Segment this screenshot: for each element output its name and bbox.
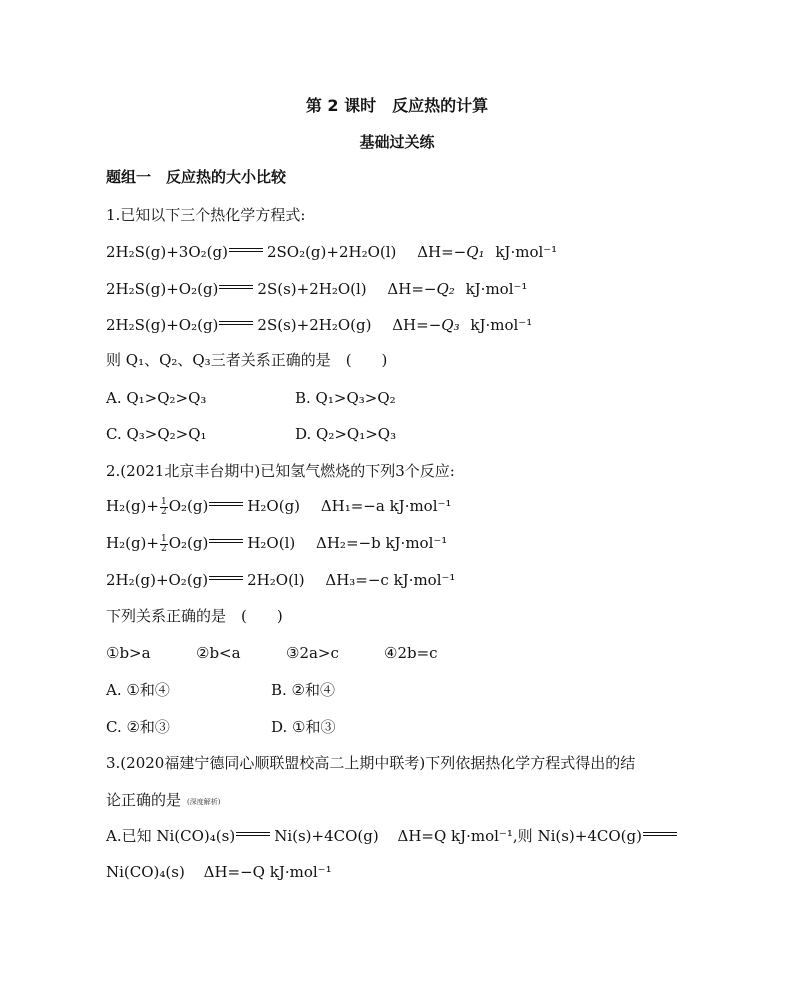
q2-statement-1: ①b>a bbox=[106, 644, 151, 662]
q1-eq1-unit: kJ·mol⁻¹ bbox=[495, 243, 558, 261]
q3-a-then: 则 Ni(s)+4CO(g) bbox=[517, 827, 642, 845]
equals-sign bbox=[209, 576, 243, 580]
q2-eq3-dh: ΔH₃=−c kJ·mol⁻¹ bbox=[325, 571, 456, 589]
q3-stem-line-1: 3.(2020福建宁德同心顺联盟校高二上期中联考)下列依据热化学方程式得出的结 bbox=[106, 754, 636, 772]
q2-eq2-dh: ΔH₂=−b kJ·mol⁻¹ bbox=[316, 534, 448, 552]
q2-option-c[interactable]: C. ②和③ bbox=[106, 718, 170, 736]
q1-eq2-q: Q₂ bbox=[436, 280, 455, 298]
q1-equation-3 bbox=[106, 315, 532, 335]
q2-stem: 2.(2021北京丰台期中)已知氢气燃烧的下列3个反应: bbox=[106, 462, 455, 480]
q2-eq1-right: H₂O(g) bbox=[247, 497, 301, 515]
equals-sign bbox=[209, 502, 243, 506]
q2-statement-4: ④2b=c bbox=[384, 644, 438, 662]
q1-equation-2 bbox=[106, 279, 527, 299]
q1-option-a[interactable]: A. Q₁>Q₂>Q₃ bbox=[106, 389, 207, 407]
q3-stem-line-2 bbox=[106, 790, 220, 810]
q1-option-c[interactable]: C. Q₃>Q₂>Q₁ bbox=[106, 425, 207, 443]
q1-eq3-q: Q₃ bbox=[441, 316, 460, 334]
half-fraction: $\frac{1}{2}$ bbox=[160, 533, 167, 554]
equals-sign bbox=[643, 832, 677, 836]
equals-sign bbox=[236, 832, 270, 836]
q2-equation-3 bbox=[106, 570, 455, 590]
q3-a-dh: ΔH=Q kJ·mol⁻¹, bbox=[397, 827, 518, 845]
q3-option-a-line-1[interactable] bbox=[106, 826, 681, 846]
q2-option-a[interactable]: A. ①和④ bbox=[106, 681, 170, 699]
q1-eq3-left: 2H₂S(g)+O₂(g) bbox=[106, 316, 219, 334]
q3-option-a-line-2[interactable] bbox=[106, 862, 332, 882]
group-heading: 题组一 反应热的大小比较 bbox=[106, 168, 287, 186]
q2-eq1-h2: H₂(g)+ bbox=[106, 497, 159, 515]
q1-eq1-dh: ΔH=− bbox=[417, 243, 467, 261]
q1-eq2-left: 2H₂S(g)+O₂(g) bbox=[106, 280, 219, 298]
q2-equation-2 bbox=[106, 533, 447, 553]
equals-sign bbox=[219, 285, 253, 289]
q3-a-product: Ni(CO)₄(s) bbox=[106, 863, 185, 881]
q1-eq3-unit: kJ·mol⁻¹ bbox=[470, 316, 533, 334]
q1-eq1-left: 2H₂S(g)+3O₂(g) bbox=[106, 243, 228, 261]
q3-a-mid: Ni(s)+4CO(g) bbox=[274, 827, 379, 845]
q1-eq1-q: Q₁ bbox=[466, 243, 485, 261]
page-title: 第 2 课时 反应热的计算 bbox=[305, 96, 489, 115]
half-fraction: $\frac{1}{2}$ bbox=[160, 496, 167, 517]
q1-equation-1 bbox=[106, 242, 557, 262]
q2-statement-2: ②b<a bbox=[196, 644, 241, 662]
q2-equation-1 bbox=[106, 496, 451, 516]
q2-option-d[interactable]: D. ①和③ bbox=[271, 718, 336, 736]
q2-eq1-o2: O₂(g) bbox=[168, 497, 209, 515]
q3-stem-text: 论正确的是 bbox=[106, 791, 182, 809]
depth-analysis-tag: (深度解析) bbox=[187, 798, 221, 806]
q2-eq3-right: 2H₂O(l) bbox=[247, 571, 305, 589]
q2-eq2-right: H₂O(l) bbox=[247, 534, 296, 552]
q2-statement-3: ③2a>c bbox=[286, 644, 339, 662]
q2-option-b[interactable]: B. ②和④ bbox=[271, 681, 336, 699]
q2-eq1-dh: ΔH₁=−a kJ·mol⁻¹ bbox=[320, 497, 452, 515]
equals-sign bbox=[209, 539, 243, 543]
q2-question: 下列关系正确的是 ( ) bbox=[106, 607, 283, 625]
q1-option-d[interactable]: D. Q₂>Q₁>Q₃ bbox=[295, 425, 397, 443]
q1-eq1-right: 2SO₂(g)+2H₂O(l) bbox=[266, 243, 397, 261]
q1-eq3-dh: ΔH=− bbox=[392, 316, 442, 334]
q2-eq2-h2: H₂(g)+ bbox=[106, 534, 159, 552]
q1-eq2-dh: ΔH=− bbox=[387, 280, 437, 298]
q1-eq2-unit: kJ·mol⁻¹ bbox=[465, 280, 528, 298]
q2-eq3-left: 2H₂(g)+O₂(g) bbox=[106, 571, 209, 589]
equals-sign bbox=[229, 248, 263, 252]
q3-a-prefix: A.已知 Ni(CO)₄(s) bbox=[106, 827, 236, 845]
q2-eq2-o2: O₂(g) bbox=[168, 534, 209, 552]
q1-question: 则 Q₁、Q₂、Q₃三者关系正确的是 ( ) bbox=[106, 351, 388, 369]
q1-option-b[interactable]: B. Q₁>Q₃>Q₂ bbox=[295, 389, 396, 407]
q1-stem: 1.已知以下三个热化学方程式: bbox=[106, 206, 306, 224]
q1-eq3-right: 2S(s)+2H₂O(g) bbox=[257, 316, 372, 334]
q1-eq2-right: 2S(s)+2H₂O(l) bbox=[257, 280, 367, 298]
equals-sign bbox=[219, 321, 253, 325]
q3-a-dh2: ΔH=−Q kJ·mol⁻¹ bbox=[203, 863, 332, 881]
section-subtitle: 基础过关练 bbox=[359, 133, 435, 151]
